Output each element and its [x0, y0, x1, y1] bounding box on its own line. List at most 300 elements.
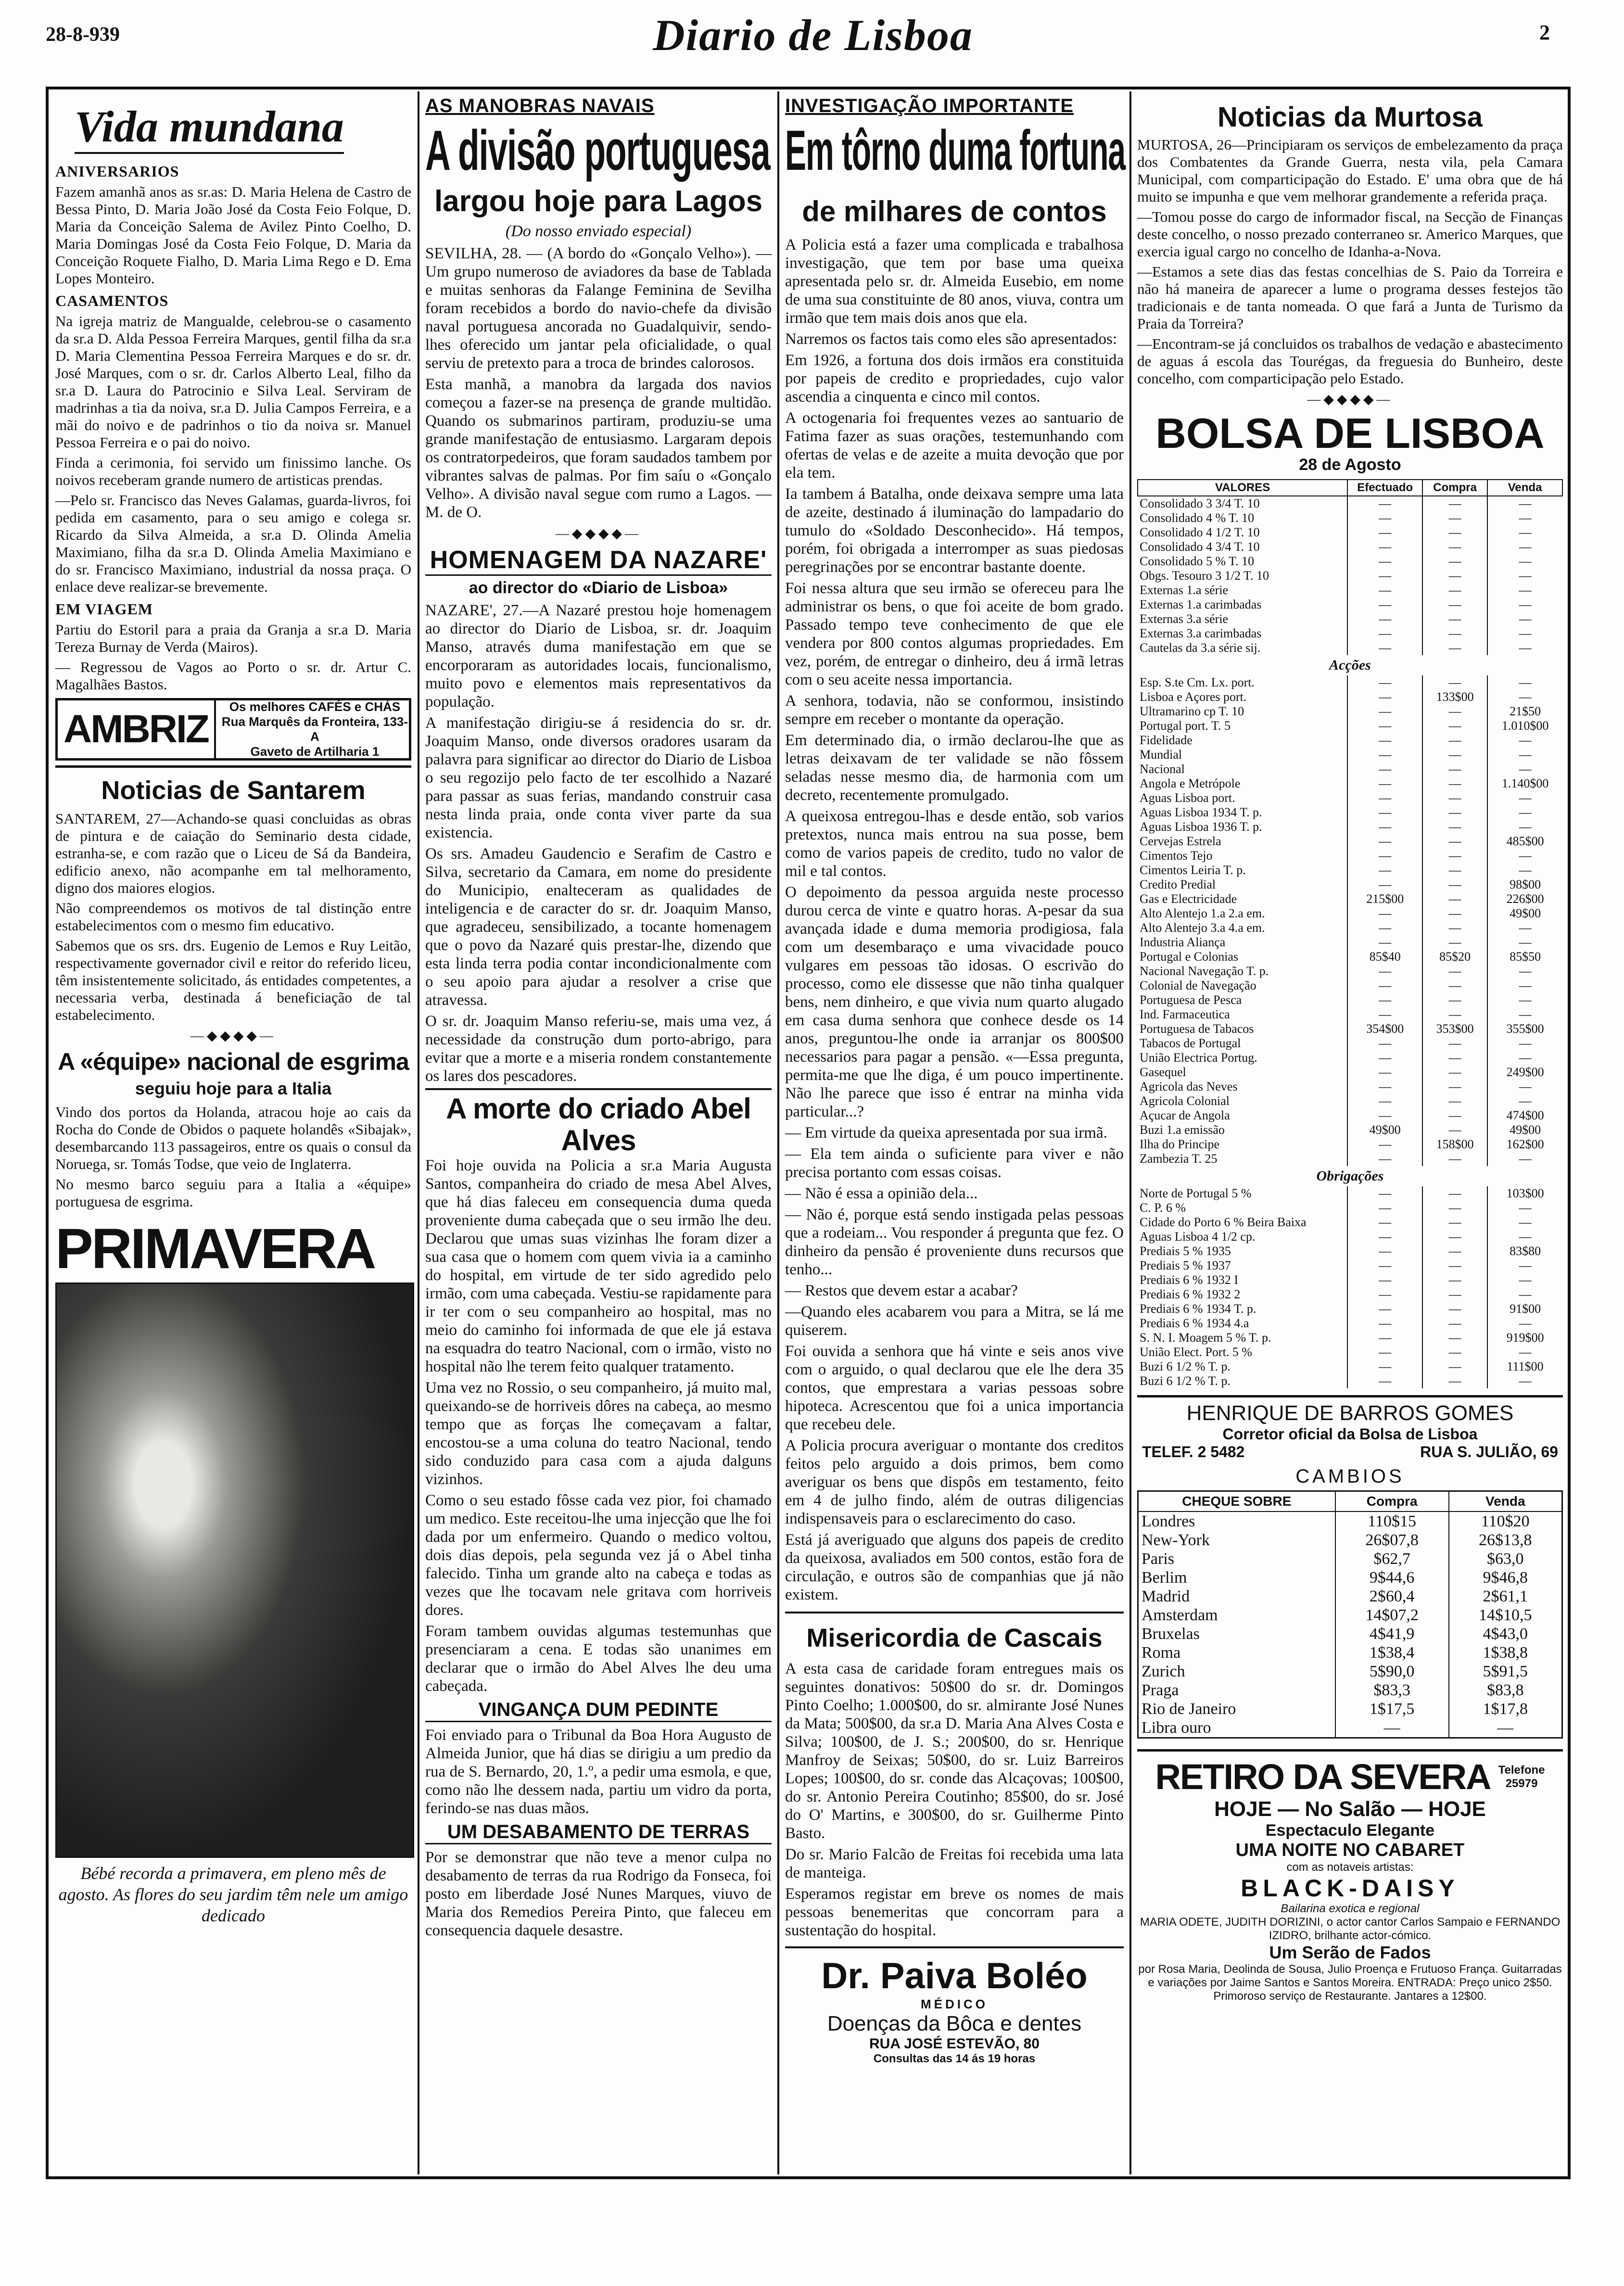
table-header: Compra	[1422, 480, 1487, 496]
ad-line: UMA NOITE NO CABARET	[1235, 1840, 1465, 1860]
row-label: Cidade do Porto 6 % Beira Baixa	[1140, 1215, 1307, 1229]
row-value: —	[1422, 993, 1487, 1007]
row-value: —	[1422, 762, 1487, 776]
row-label: Buzi 1.a emissão	[1140, 1123, 1225, 1137]
article-paragraph: O depoimento da pessoa arguida neste processo durou cerca de vinte e quatro horas. A-pesar da sua avançada idade e duma memoria prodigiosa, fala com um desembaraço e uma vivacidade pouco vulgares em pessoas tão idosas. O escrivão do processo, como ele dissesse que não tinha qualquer bens, nem dinheiro, e que vivia num quarto alugado em casa duma senhora que conhece desde os 14 anos, preguntou-lhe onde ia arranjar os 800$00 necessarios para pagar a pensão. «—Essa preguntа, permita-me que lhe diga, é um pouco impertinente. Não lhe parece que isso é entrar na minha vida particular...?	[785, 884, 1124, 1120]
table-row	[1138, 1215, 1562, 1230]
row-label: C. P. 6 %	[1140, 1201, 1186, 1215]
table-row	[1138, 1065, 1562, 1080]
ad-line: Um Serão de Fados	[1269, 1943, 1431, 1962]
article-paragraph: Os srs. Amadeu Gaudencio e Serafim de Castro e Silva, secretario da Camara, em nome do presidente do Municipio, enalteceram as qualidades de inteligencia e de caracter do sr. dr. Joaquim Manso, que agradeceu, sensibilizado, a tocante homenagem que o povo da Nazaré quis prestar-lhe, dizendo que esta linda terra podia contar incondicionalmente com o seu apoio para ajudar a resolver a crise que atravessa.	[425, 845, 772, 1009]
row-value: —	[1347, 776, 1422, 791]
row-value: —	[1347, 1215, 1422, 1230]
ad-line: BLACK-DAISY	[1241, 1875, 1459, 1902]
row-label: Prediais 5 % 1935	[1140, 1244, 1231, 1258]
headline-murtosa: Noticias da Murtosa	[1217, 102, 1483, 133]
row-value: —	[1422, 776, 1487, 791]
row-value: —	[1422, 1273, 1487, 1287]
table-header: CHEQUE SOBRE	[1138, 1491, 1335, 1512]
row-label: Agricola Colonial	[1140, 1094, 1230, 1108]
row-value: —	[1422, 1374, 1487, 1388]
row-value: —	[1422, 820, 1487, 834]
row-value: 1$17,5	[1335, 1700, 1449, 1718]
row-value: —	[1422, 791, 1487, 805]
row-label: Amsterdam	[1142, 1606, 1218, 1624]
row-value: —	[1422, 1080, 1487, 1094]
table-row	[1138, 1123, 1562, 1137]
table-row	[1138, 1036, 1562, 1051]
row-value: —	[1487, 820, 1562, 834]
row-value: 4$41,9	[1335, 1625, 1449, 1643]
article-paragraph: — Restos que devem estar a acabar?	[785, 1282, 1018, 1299]
table-row	[1138, 1287, 1562, 1302]
ambriz-ad	[55, 698, 411, 761]
row-value: —	[1422, 511, 1487, 525]
row-label: Portugal port. T. 5	[1140, 719, 1231, 733]
row-value: —	[1347, 1065, 1422, 1080]
headline-desabamento: UM DESABAMENTO DE TERRAS	[425, 1821, 772, 1844]
row-label: União Elect. Port. 5 %	[1140, 1345, 1252, 1359]
table-body-obrigacoes	[1138, 1186, 1562, 1388]
row-label: Esp. S.te Cm. Lx. port.	[1140, 675, 1255, 689]
row-value: —	[1487, 612, 1562, 626]
row-value: —	[1422, 719, 1487, 733]
article-paragraph: Em determinado dia, o irmão declarou-lhe que as letras deixavam de ter validade se não fôssem seladas nesse mesmo dia, de harmonia com um decreto, recentemente promulgado.	[785, 732, 1124, 804]
row-value: —	[1347, 597, 1422, 612]
row-value: —	[1347, 540, 1422, 554]
table-header: Venda	[1449, 1491, 1562, 1512]
table-row	[1138, 719, 1562, 733]
table-row	[1138, 1007, 1562, 1022]
row-value: —	[1347, 1108, 1422, 1123]
page-number: 2	[1539, 21, 1550, 44]
table-row	[1138, 1625, 1562, 1643]
table-row	[1138, 583, 1562, 597]
headline-abel-alves: A morte do criado Abel Alves	[446, 1092, 751, 1156]
row-value: —	[1487, 993, 1562, 1007]
ad-title: RETIRO DA SEVERA	[1155, 1757, 1491, 1797]
table-header: VALORES	[1138, 480, 1347, 496]
table-row	[1138, 1568, 1562, 1587]
row-value: —	[1487, 1080, 1562, 1094]
row-label: Norte de Portugal 5 %	[1140, 1186, 1252, 1200]
row-value: —	[1347, 511, 1422, 525]
table-row	[1138, 877, 1562, 892]
row-value: —	[1487, 675, 1562, 690]
article-paragraph: Foi ouvida a senhora que há vinte e seis anos vive com o arguido, o qual declarou que ele lhe dera 35 contos, que emprestara a varias pessoas sobre hipoteca. Acrescentou que foi a unica importancia que recebeu dele.	[785, 1343, 1124, 1433]
row-value: —	[1487, 496, 1562, 511]
row-value: —	[1347, 1316, 1422, 1331]
retiro-severa-ad	[1137, 1749, 1563, 2003]
row-value: —	[1422, 748, 1487, 762]
table-row	[1138, 1108, 1562, 1123]
table-row	[1138, 748, 1562, 762]
photo-caption: Bébé recorda a primavera, em pleno mês de agosto. As flores do seu jardim têm nele um amigo dedicado	[58, 1864, 408, 1925]
ad-line: Os melhores CAFÉS e CHÁS	[229, 699, 401, 714]
column-murtosa-bolsa	[1132, 91, 1568, 2174]
row-value: —	[1347, 496, 1422, 511]
row-value: —	[1487, 511, 1562, 525]
table-row	[1138, 776, 1562, 791]
row-value: —	[1347, 525, 1422, 540]
row-value: 111$00	[1487, 1359, 1562, 1374]
table-row	[1138, 626, 1562, 641]
row-value: —	[1347, 849, 1422, 863]
row-value: 85$40	[1347, 950, 1422, 964]
row-value: 9$46,8	[1449, 1568, 1562, 1587]
article-paragraph: A esta casa de caridade foram entregues mais os seguintes donativos: 50$00 do sr. dr. Domingos Pinto Coelho; 1.000$00, do sr. almirante José Nunes da Mata; 500$00, da sr.a D. Maria Ana Alves Costa e Silva; 100$00, de J. S.; 200$00, do sr. Henrique Manfroy de Seixas; 50$00, do sr. Luiz Barreiros Lopes; 100$00, do sr. conde das Alcaçovas; 100$00, do sr. Antonio Pereira Coutinho; 85$00, do sr. José do O' Martins, e 300$00, do sr. Guilherme Pinto Basto.	[785, 1660, 1124, 1842]
row-value: —	[1422, 1230, 1487, 1244]
ad-hours: Consultas das 14 ás 19 horas	[873, 2052, 1036, 2065]
row-value: —	[1347, 877, 1422, 892]
row-label: Credito Predial	[1140, 877, 1216, 891]
row-value: —	[1422, 675, 1487, 690]
table-row	[1138, 1531, 1562, 1549]
table-row	[1138, 1374, 1562, 1388]
table-row	[1138, 1331, 1562, 1345]
row-label: Externas 1.a série	[1140, 583, 1229, 597]
table-row	[1138, 1201, 1562, 1215]
row-value: —	[1347, 733, 1422, 748]
article-paragraph: Foi enviado para o Tribunal da Boa Hora Augusto de Almeida Junior, que há dias se dirigiu a um predio da rua de S. Bernardo, 20, 1.º, a pedir uma esmola, e que, como não lhe dessem nada, partiu um vidro da porta, ferindo-se nas duas mãos.	[425, 1727, 772, 1817]
row-value: —	[1347, 1080, 1422, 1094]
row-label: Alto Alentejo 1.a 2.a em.	[1140, 906, 1265, 920]
article-paragraph: MURTOSA, 26—Principiaram os serviços de embelezamento da praça dos Combatentes da Grande Guerra, nesta vila, pela Camara Municipal, com comparticipação do Estado. E' uma obra que de há muito se impunha e que vem melhorar grandemente a referida praça.	[1137, 136, 1563, 205]
row-value: —	[1487, 863, 1562, 877]
article-paragraph: Uma vez no Rossio, o seu companheiro, já muito mal, queixando-se de horriveis dôres na cabeça, ao mesmo tempo que as forças lhe começavam a faltar, encostou-se a uma coluna do teatro Nacional, tendo sido conduzido para casa com a ajuda dalguns vizinhos.	[425, 1379, 772, 1488]
ad-name: Dr. Paiva Boléo	[821, 1956, 1088, 1996]
row-value: —	[1487, 597, 1562, 612]
row-value: —	[1422, 849, 1487, 863]
row-value: —	[1422, 1152, 1487, 1166]
row-value: —	[1422, 1065, 1487, 1080]
row-value: —	[1347, 1094, 1422, 1108]
article-paragraph: — Em virtude da queixa apresentada por sua irmã.	[785, 1124, 1107, 1142]
table-row	[1138, 1718, 1562, 1738]
table-row	[1138, 1244, 1562, 1258]
article-paragraph: Fazem amanhã anos as sr.as: D. Maria Helena de Castro de Bessa Pinto, D. Maria João José da Costa Feio Folque, D. Maria da Conceição Salema de Avilez Pinto Coelho, D. Maria Domingas José da Costa Feio Folque, D. Maria da Conceição Roquete Fialho, D. Maria Lima Rego e D. Ema Lopes Monteiro.	[55, 183, 411, 287]
broker-address: RUA S. JULIÃO, 69	[1420, 1443, 1558, 1460]
row-value: —	[1422, 704, 1487, 719]
row-value: —	[1422, 1036, 1487, 1051]
row-label: Prediais 6 % 1934 4.a	[1140, 1316, 1249, 1330]
row-label: Zambezia T. 25	[1140, 1152, 1218, 1166]
column-rule	[1129, 91, 1131, 2174]
row-value: 98$00	[1487, 877, 1562, 892]
row-value: —	[1422, 1094, 1487, 1108]
row-value: 1$17,8	[1449, 1700, 1562, 1718]
row-value: 5$91,5	[1449, 1662, 1562, 1681]
table-row	[1138, 1606, 1562, 1625]
row-label: Fidelidade	[1140, 733, 1193, 747]
subhead-aniversarios: ANIVERSARIOS	[55, 163, 179, 180]
table-row	[1138, 496, 1562, 511]
article-paragraph: A Policia está a fazer uma complicada e trabalhosa investigação, que tem por base uma queixa apresentada pelo sr. dr. Almeida Eusebio, em nome de uma sua constituinte de 80 anos, viuva, contra um irmão que tem mais dois anos que ela.	[785, 236, 1124, 327]
row-value: 2$60,4	[1335, 1587, 1449, 1606]
row-value: —	[1422, 1244, 1487, 1258]
article-paragraph: — Regressou de Vagos ao Porto o sr. dr. Artur C. Magalhães Bastos.	[55, 659, 411, 693]
row-value: —	[1347, 583, 1422, 597]
row-value: —	[1422, 1051, 1487, 1065]
article-paragraph: — Ela tem ainda o suficiente para viver e não precisa portanto com essas coisas.	[785, 1145, 1124, 1181]
bolsa-date: 28 de Agosto	[1299, 456, 1401, 474]
row-value: 85$50	[1487, 950, 1562, 964]
row-value: —	[1422, 1201, 1487, 1215]
article-paragraph: SEVILHA, 28. — (A bordo do «Gonçalo Velho»). — Um grupo numeroso de aviadores da base de Tablada e muitas senhoras da Falange Feminina de Sevilha foram recebidos a bordo do navio-chefe da divisão naval portuguesa ancorada no Guadalquivir, sendo-lhes oferecido um jantar pela oficialidade, o qual serviu de pretexto para a troca de brindes calorosos.	[425, 245, 772, 372]
headline-homenagem-nazare: HOMENAGEM DA NAZARE'	[425, 546, 772, 576]
row-value: —	[1487, 1152, 1562, 1166]
broker-ad	[1137, 1395, 1563, 1461]
row-value: 26$13,8	[1449, 1531, 1562, 1549]
row-value: —	[1422, 834, 1487, 849]
row-value: 133$00	[1422, 690, 1487, 704]
row-value: —	[1487, 569, 1562, 583]
row-value: —	[1422, 863, 1487, 877]
row-value: —	[1347, 690, 1422, 704]
article-paragraph: Esperamos registar em breve os nomes de mais pessoas benemeritas que concorram para a sustentação do hospital.	[785, 1885, 1124, 1939]
row-value: —	[1347, 569, 1422, 583]
table-row	[1138, 1345, 1562, 1359]
table-row	[1138, 1230, 1562, 1244]
ad-line: Rua Marquês da Fronteira, 133-A	[221, 714, 408, 744]
row-label: Açucar de Angola	[1140, 1108, 1230, 1122]
row-value: 49$00	[1487, 906, 1562, 921]
cambios-table	[1137, 1490, 1563, 1739]
row-value: —	[1347, 1374, 1422, 1388]
row-value: —	[1487, 1273, 1562, 1287]
row-value: —	[1347, 921, 1422, 935]
row-label: Madrid	[1142, 1588, 1190, 1605]
ad-line: Bailarina exotica e regional	[1281, 1902, 1420, 1915]
table-row	[1138, 1080, 1562, 1094]
ad-line: Espectaculo Elegante	[1265, 1821, 1435, 1840]
row-value: —	[1487, 791, 1562, 805]
row-value: 226$00	[1487, 892, 1562, 906]
byline: (Do nosso enviado especial)	[505, 222, 692, 240]
row-value: 103$00	[1487, 1186, 1562, 1201]
article-paragraph: —Tomou posse do cargo de informador fiscal, na Secção de Finanças deste concelho, o nosso prezado conterraneo sr. Americo Marques, que exercia igual cargo no concelho de Idanha-a-Nova.	[1137, 208, 1563, 260]
row-value: —	[1422, 921, 1487, 935]
table-row	[1138, 1051, 1562, 1065]
row-label: Prediais 6 % 1932 I	[1140, 1273, 1239, 1287]
table-row	[1138, 554, 1562, 569]
row-value: —	[1487, 641, 1562, 655]
photo-primavera	[55, 1283, 414, 1858]
row-value: —	[1422, 1258, 1487, 1273]
article-paragraph: A queixosa entregou-lhas e desde então, sob varios pretextos, nunca mais entrou na sua posse, bem como de varios papeis de credito, tudo no valor de mil e tal contos.	[785, 808, 1124, 880]
row-value: —	[1487, 964, 1562, 978]
row-value: —	[1347, 1230, 1422, 1244]
row-value: —	[1487, 1007, 1562, 1022]
article-paragraph: Vindo dos portos da Holanda, atracou hoje ao cais da Rocha do Conde de Obidos o paquete holandês «Sibajak», desembarcando 113 passageiros, entre os quais o consul da Noruega, sr. Tomás Todse, que veio de Inglaterra.	[55, 1104, 411, 1172]
row-value: $62,7	[1335, 1549, 1449, 1568]
row-value: —	[1347, 641, 1422, 655]
row-value: —	[1487, 1036, 1562, 1051]
column-rule	[777, 91, 779, 2174]
row-value: —	[1487, 1287, 1562, 1302]
row-label: Roma	[1142, 1644, 1181, 1662]
row-value: 49$00	[1347, 1123, 1422, 1137]
row-value: —	[1422, 1345, 1487, 1359]
row-value: —	[1422, 554, 1487, 569]
row-label: Externas 3.a carimbadas	[1140, 626, 1262, 640]
row-label: Cautelas da 3.a série sij.	[1140, 641, 1261, 655]
row-label: Nacional Navegação T. p.	[1140, 964, 1269, 978]
row-value: 1.010$00	[1487, 719, 1562, 733]
row-value: —	[1347, 1051, 1422, 1065]
subheadline-contos: de milhares de contos	[802, 195, 1107, 228]
row-value: —	[1422, 1123, 1487, 1137]
row-label: Buzi 6 1/2 % T. p.	[1140, 1374, 1231, 1388]
article-paragraph: Finda a cerimonia, foi servido um finissimo lanche. Os noivos receberam grande numero de artisticas prendas.	[55, 454, 411, 488]
row-value: —	[1422, 935, 1487, 950]
row-value: —	[1347, 762, 1422, 776]
row-value: —	[1487, 849, 1562, 863]
ad-line: com as notaveis artistas:	[1286, 1861, 1414, 1874]
row-value: —	[1422, 525, 1487, 540]
row-label: Ultramarino cp T. 10	[1140, 704, 1244, 718]
row-label: Obgs. Tesouro 3 1/2 T. 10	[1140, 569, 1269, 583]
cambios-title: CAMBIOS	[1295, 1466, 1405, 1487]
row-value: —	[1422, 1359, 1487, 1374]
article-paragraph: Partiu do Estoril para a praia da Granja a sr.a D. Maria Tereza Burnay de Verda (Mairos).	[55, 621, 411, 655]
row-label: Bruxelas	[1142, 1625, 1200, 1643]
row-label: Aguas Lisboa 1936 T. p.	[1140, 820, 1262, 834]
article-paragraph: —Pelo sr. Francisco das Neves Galamas, guarda-livros, foi pedida em casamento, para o seu amigo e colega sr. Ricardo da Silva Almeida, a sr.a D. Olinda Amelia Maximiano, filha da sr.a D. Olinda Amelia Maximiano e do sr. Francisco Maximiano, industrial da nossa praça. O enlace deve realizar-se brevemente.	[55, 492, 411, 595]
table-row	[1138, 1681, 1562, 1700]
row-label: Aguas Lisboa 4 1/2 cp.	[1140, 1230, 1256, 1244]
table-row	[1138, 1137, 1562, 1152]
table-body-valores	[1138, 496, 1562, 655]
article-paragraph: NAZARE', 27.—A Nazaré prestou hoje homenagem ao director do Diario de Lisboa, sr. dr. Joaquim Manso, através duma manifestação em que se encorporaram as autoridades locais, funcionalismo, muito povo e elementos mais representativos da população.	[425, 602, 772, 711]
row-value: 353$00	[1422, 1022, 1487, 1036]
row-value: —	[1347, 820, 1422, 834]
row-value: —	[1487, 1215, 1562, 1230]
row-label: Ind. Farmaceutica	[1140, 1007, 1230, 1021]
headline-esgrima: A «équipe» nacional de esgrima	[58, 1048, 409, 1075]
row-value: 110$20	[1449, 1511, 1562, 1531]
row-value: —	[1347, 1152, 1422, 1166]
headline-bolsa: BOLSA DE LISBOA	[1155, 409, 1545, 457]
row-label: Cimentos Leiria T. p.	[1140, 863, 1246, 877]
ad-brand: AMBRIZ	[63, 707, 208, 751]
row-value: —	[1347, 1201, 1422, 1215]
table-row	[1138, 892, 1562, 906]
row-value: 4$43,0	[1449, 1625, 1562, 1643]
table-row	[1138, 1587, 1562, 1606]
table-row	[1138, 525, 1562, 540]
row-value: —	[1487, 921, 1562, 935]
column-vida-mundana	[51, 91, 416, 2174]
article-paragraph: Sabemos que os srs. drs. Eugenio de Lemos e Ruy Leitão, respectivamente governador civil e reitor do referido liceu, têm insistentemente solicitado, ás entidades competentes, a necessaria verba, destinada á beneficiação de tal estabelecimento.	[55, 937, 411, 1023]
row-label: Buzi 6 1/2 % T. p.	[1140, 1359, 1231, 1373]
article-paragraph: A manifestação dirigiu-se á residencia do sr. dr. Joaquim Manso, onde diversos oradores usaram da palavra para significar ao director do Diario de Lisboa o seu regozijo pelo facto de ter escolhido a Nazaré para passar as suas ferias, mandando construir casa nesta linda praia, onde conta viver parte da sua existencia.	[425, 714, 772, 841]
row-value: 1$38,4	[1335, 1643, 1449, 1662]
ornament-divider: —◆◆◆◆—	[555, 526, 642, 541]
paiva-boleo-ad	[785, 1955, 1124, 2066]
row-label: Cimentos Tejo	[1140, 849, 1213, 863]
row-value: —	[1487, 1230, 1562, 1244]
row-value: —	[1422, 1331, 1487, 1345]
row-value: 91$00	[1487, 1302, 1562, 1316]
row-label: Agricola das Neves	[1140, 1080, 1238, 1093]
row-value: —	[1347, 863, 1422, 877]
table-row	[1138, 704, 1562, 719]
row-value: —	[1422, 1287, 1487, 1302]
headline-vinganca: VINGANÇA DUM PEDINTE	[425, 1699, 772, 1722]
row-value: —	[1347, 1287, 1422, 1302]
article-paragraph: A Policia procura averiguar o montante dos creditos feitos pelo arguido a dois primos, bem como averiguar os bens que dispôs em testamento, feito em 4 de julho findo, além de outras diligencias indispensaveis para o esclarecimento do caso.	[785, 1437, 1124, 1527]
row-value: —	[1422, 1186, 1487, 1201]
table-row	[1138, 863, 1562, 877]
article-paragraph: Foi hoje ouvida na Policia a sr.a Maria Augusta Santos, companheira do criado de mesa Abel Alves, que há dias faleceu em consequencia duma queda proveniente duma cabeçada que o seu irmão lhe deu. Declarou que umas suas vizinhas lhe foram dizer a sua casa que o homem com quem vivia ia a caminho do hospital, em virtude de ter sido agredido pelo irmão, com uma cabeçada. Vestiu-se rapidamente para ir ter com o seu companheiro ao hospital, mas no meio do caminho foi informada de que ele já estava na esquadra do teatro Nacional, com o irmão, visto no hospital não lhe terem feito qualquer tratamento.	[425, 1157, 772, 1375]
row-value: —	[1422, 978, 1487, 993]
table-row	[1138, 690, 1562, 704]
row-value: —	[1487, 978, 1562, 993]
row-label: Paris	[1142, 1550, 1174, 1568]
article-paragraph: — Não é, porque está sendo instigada pelas pessoas que a rodeiam... Vou responder á pregunta que fez. O dinheiro da pensão é proveniente duns recursos que tenho...	[785, 1206, 1124, 1278]
column-investigacao	[780, 91, 1129, 2174]
row-value: —	[1422, 612, 1487, 626]
table-row	[1138, 733, 1562, 748]
article-paragraph: A octogenaria foi frequentes vezes ao santuario de Fatima fazer as suas orações, testemunhando com ofertas de velas e de azeite a muita devoção que por ela tem.	[785, 409, 1124, 482]
row-value: 158$00	[1422, 1137, 1487, 1152]
row-value: —	[1347, 554, 1422, 569]
article-paragraph: Como o seu estado fôsse cada vez pior, foi chamado um medico. Este receitou-lhe uma injecção que lhe foi dada por um enfermeiro. Quando o medico voltou, dois dias depois, pela segunda vez já o Abel tinha falecido. Tinha um grande alto na cabeça e todas as vezes que lhe tocavam nele gritava com horriveis dores.	[425, 1492, 772, 1619]
table-row	[1138, 641, 1562, 655]
row-value: —	[1422, 540, 1487, 554]
table-row	[1138, 1700, 1562, 1718]
article-paragraph: —Estamos a sete dias das festas concelhias de S. Paio da Torreira e não há maneira de aparecer a lume o programa desses festejos tão tradicionais e de tanta nomeada. O que fará a Junta de Turismo da Praia da Torreira?	[1137, 263, 1563, 332]
row-label: Gas e Electricidade	[1140, 892, 1237, 906]
headline-primavera: PRIMAVERA	[55, 1217, 375, 1281]
row-value: —	[1422, 496, 1487, 511]
ad-address: RUA JOSÉ ESTEVÃO, 80	[869, 2036, 1040, 2052]
headline-fortuna: Em tôrno duma fortuna	[785, 119, 1126, 182]
row-value: —	[1347, 1036, 1422, 1051]
row-label: Alto Alentejo 3.a 4.a em.	[1140, 921, 1265, 935]
row-label: Mundial	[1140, 748, 1182, 762]
row-value: —	[1487, 748, 1562, 762]
issue-date: 28-8-939	[46, 24, 120, 46]
row-value: —	[1422, 805, 1487, 820]
ad-line: Gaveto de Artilharia 1	[250, 744, 380, 759]
row-value: —	[1487, 1258, 1562, 1273]
row-value: —	[1487, 525, 1562, 540]
row-label: Prediais 6 % 1932 2	[1140, 1287, 1241, 1301]
broker-role: Corretor oficial da Bolsa de Lisboa	[1222, 1425, 1478, 1443]
table-header: Efectuado	[1347, 480, 1422, 496]
row-label: S. N. I. Moagem 5 % T. p.	[1140, 1331, 1271, 1345]
article-paragraph: Por se demonstrar que não teve a menor culpa no desabamento de terras da rua Rodrigo da Fonseca, foi posto em liberdade José Nunes Marques, viuvo de Maria dos Remedios Pereira Pinto, que faleceu em consequencia daquele desastre.	[425, 1849, 772, 1939]
ornament-divider: —◆◆◆◆—	[190, 1029, 277, 1043]
article-paragraph: Narremos os factos tais como eles são apresentados:	[785, 330, 1117, 348]
row-value: —	[1487, 540, 1562, 554]
row-value: 354$00	[1347, 1022, 1422, 1036]
row-value: —	[1347, 1007, 1422, 1022]
article-paragraph: SANTAREM, 27—Achando-se quasi concluidas as obras de pintura e de caiação do Seminario desta cidade, estranha-se, e com razão que o Liceu de Sá da Bandeira, edificio anexo, não acompanhe em tal melhoramento, digno dos maiores elogios.	[55, 810, 411, 896]
subhead-casamentos: CASAMENTOS	[55, 292, 169, 309]
row-value: —	[1422, 1108, 1487, 1123]
row-value: —	[1487, 935, 1562, 950]
table-row	[1138, 1359, 1562, 1374]
table-row	[1138, 1511, 1562, 1531]
article-paragraph: Na igreja matriz de Mangualde, celebrou-se o casamento da sr.a D. Alda Pessoa Ferreira Marques, gentil filha da sr.a D. Maria Clementina Pessoa Ferreira Marques e do sr. dr. José Marques, com o sr. dr. Carlos Alberto Leal, filho da sr.a D. Laura do Patrocinio e Silva Leal. Serviram de madrinhas a tia da noiva, sr.a D. Julia Campos Ferreira, e a mãi do noivo e de padrinhos o tio da noiva sr. Manuel Pessoa Ferreira e o pai do noivo.	[55, 313, 411, 451]
row-label: Cervejas Estrela	[1140, 834, 1221, 848]
article-paragraph: Do sr. Mario Falcão de Freitas foi recebida uma lata de manteiga.	[785, 1846, 1124, 1881]
row-label: União Electrica Portug.	[1140, 1051, 1257, 1065]
table-row	[1138, 1302, 1562, 1316]
